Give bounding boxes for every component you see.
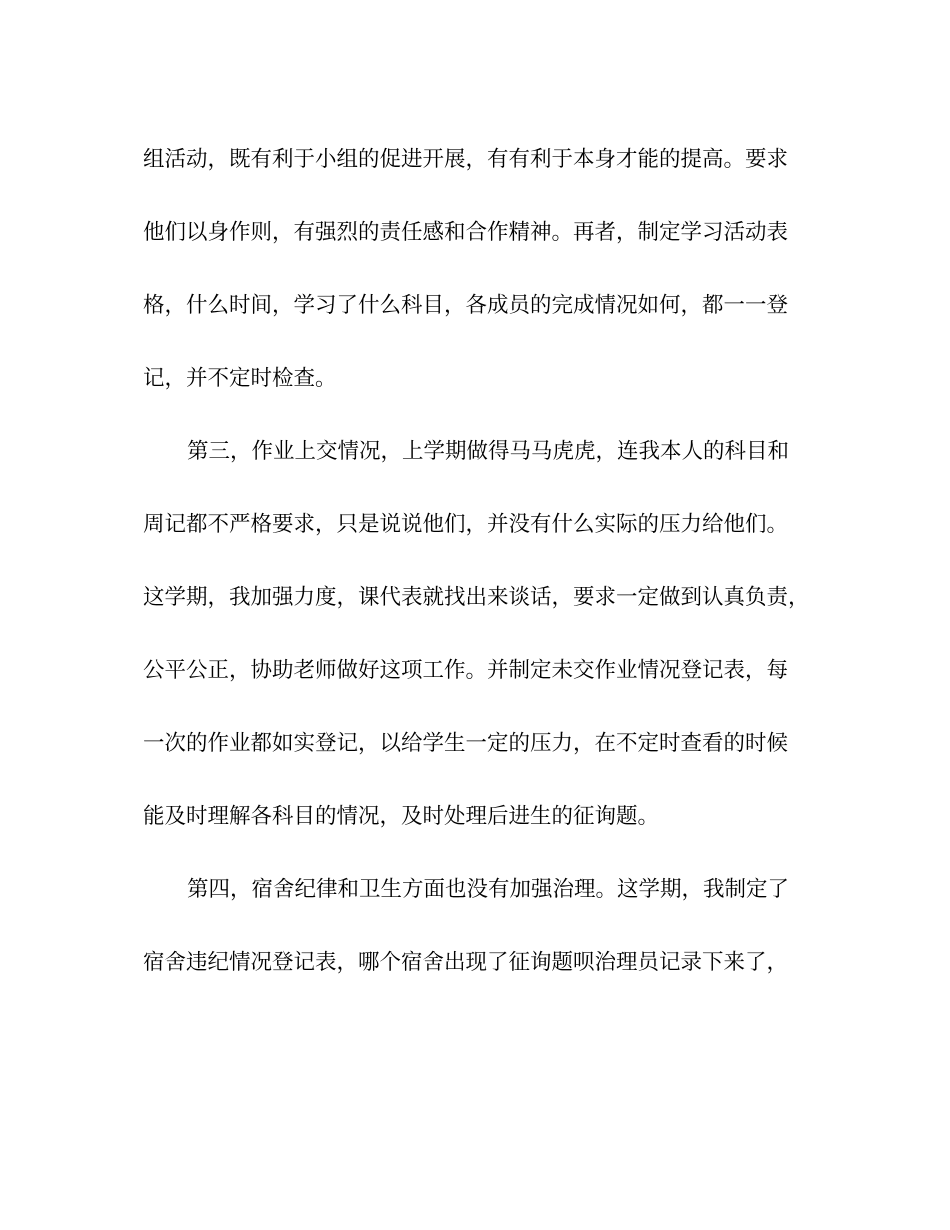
text-line-2: 他们以身作则，有强烈的责任感和合作精神。再者，制定学习活动表 — [143, 220, 789, 245]
text-line-10: 能及时理解各科目的情况，及时处理后进生的征询题。 — [143, 804, 660, 829]
document-body — [143, 140, 823, 1016]
text-line-8: 公平公正，协助老师做好这项工作。并制定未交作业情况登记表，每 — [143, 658, 789, 683]
text-line-1: 组活动，既有利于小组的促进开展，有有利于本身才能的提高。要求 — [143, 147, 789, 172]
text-line-6: 周记都不严格要求，只是说说他们，并没有什么实际的压力给他们。 — [143, 512, 789, 537]
text-line-9: 一次的作业都如实登记，以给学生一定的压力，在不定时查看的时候 — [143, 731, 789, 756]
text-line-7: 这学期，我加强力度，课代表就找出来谈话，要求一定做到认真负责， — [143, 585, 810, 610]
text-line-4: 记，并不定时检查。 — [143, 366, 337, 391]
text-line-5: 第三，作业上交情况，上学期做得马马虎虎，连我本人的科目和 — [187, 439, 790, 464]
text-line-3: 格，什么时间，学习了什么科目，各成员的完成情况如何，都一一登 — [143, 293, 789, 318]
text-line-12: 宿舍违纪情况登记表，哪个宿舍出现了征询题呗治理员记录下来了， — [143, 950, 789, 975]
text-line-11: 第四，宿舍纪律和卫生方面也没有加强治理。这学期，我制定了 — [187, 877, 790, 902]
